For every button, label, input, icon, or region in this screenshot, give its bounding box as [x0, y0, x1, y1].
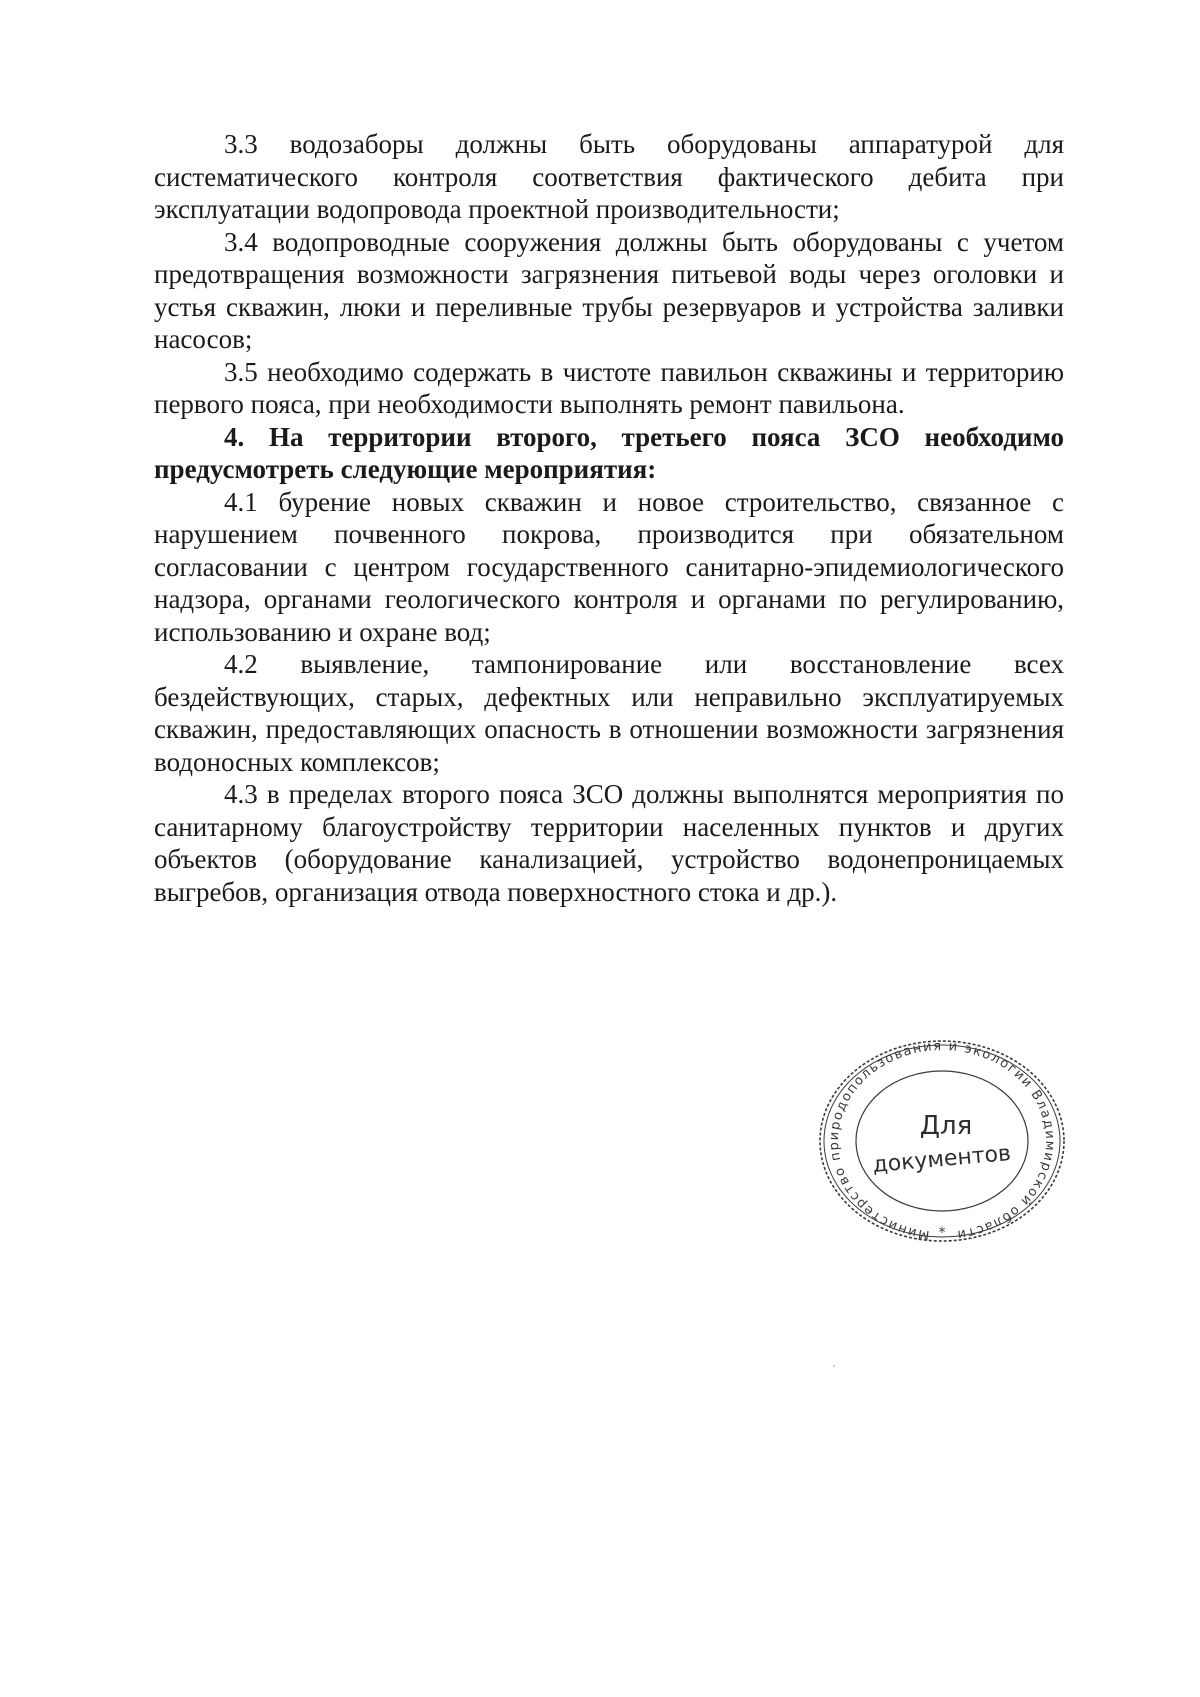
paragraph-4-3: 4.3 в пределах второго пояса ЗСО должны выполнятся мероприятия по санитарному благоустройству территории населенных пунктов и других объектов (оборудование канализацией, устройство водонепроницаемых выгребов, организация отвода поверхностного стока и др.).: [154, 779, 1064, 907]
paragraph-3-4: 3.4 водопроводные сооружения должны быть оборудованы с учетом предотвращения возможности загрязнения питьевой воды через оголовки и устья скважин, люки и переливные трубы резервуаров и устройства заливки насосов;: [154, 226, 1064, 354]
stamp-center-line2: документов: [871, 1141, 1012, 1179]
stamp-star: *: [938, 1225, 946, 1241]
paragraph-4-2: 4.2 выявление, тампонирование или восстановление всех бездействующих, старых, дефектных или неправильно эксплуатируемых скважин, предоставляющих опасность в отношении возможности загрязнения водоносных комплексов;: [154, 649, 1064, 777]
paragraph-4-1: 4.1 бурение новых скважин и новое строительство, связанное с нарушением почвенного покрова, производится при обязательном согласовании с центром государственного санитарно-эпидемиологического надзора, органами геологического контроля и органами по регулированию, использованию и охране вод;: [154, 486, 1064, 647]
section-4-heading: 4. На территории второго, третьего пояса ЗСО необходимо предусмотреть следующие мероприятия:: [154, 421, 1064, 484]
paragraph-3-3: 3.3 водозаборы должны быть оборудованы аппаратурой для систематического контроля соответствия фактического дебита при эксплуатации водопровода проектной производительности;: [154, 129, 1064, 224]
paragraph-3-5: 3.5 необходимо содержать в чистоте павильон скважины и территорию первого пояса, при необходимости выполнять ремонт павильона.: [154, 356, 1064, 419]
official-stamp: [818, 1038, 1066, 1262]
stamp-ring-text: Министерство природопользования и экологии Владимирской области: [826, 1038, 1058, 1243]
stamp-seal-graphic: [818, 1038, 1066, 1262]
document-body: [154, 128, 1064, 908]
scan-speck: [833, 1365, 835, 1367]
stamp-center-line1: Для: [919, 1111, 973, 1141]
